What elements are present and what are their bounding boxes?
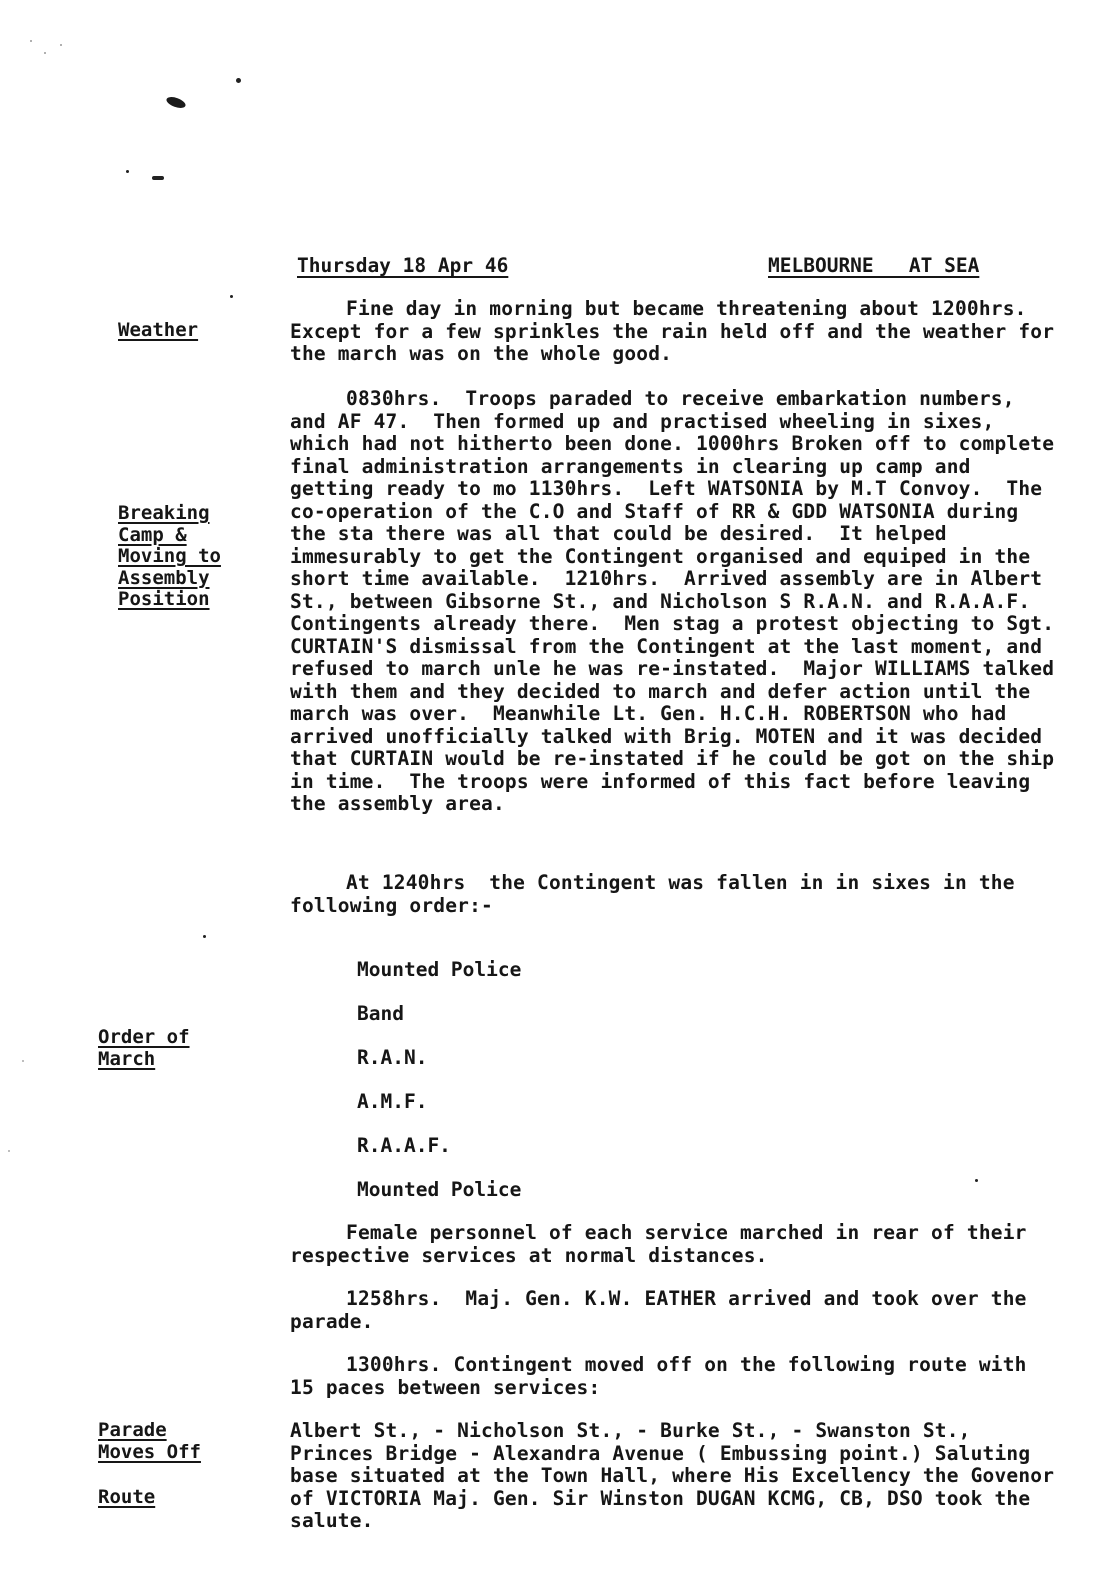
side-label-line: Position — [118, 588, 210, 610]
ink-speck — [230, 295, 233, 298]
side-label-line: Route — [98, 1486, 156, 1508]
side-label-line: Parade — [98, 1419, 167, 1441]
side-label-line: Order of — [98, 1026, 190, 1048]
side-label-route — [98, 1487, 155, 1509]
list-item: Mounted Police — [357, 958, 522, 981]
ink-speck — [30, 40, 32, 42]
fallen-in-paragraph — [290, 872, 1060, 917]
list-item: R.A.A.F. — [357, 1134, 451, 1157]
breaking-camp-paragraph — [290, 387, 1067, 816]
paragraph-text: 1300hrs. Contingent moved off on the following route with 15 paces between services: — [290, 1353, 1039, 1399]
ink-speck — [203, 935, 206, 938]
side-label-line: Assembly — [118, 566, 210, 589]
side-label-parade-moves-off — [98, 1420, 201, 1463]
list-item: R.A.N. — [357, 1046, 428, 1069]
ink-speck — [236, 78, 241, 83]
list-item: Mounted Police — [357, 1178, 522, 1201]
side-label-breaking-camp — [118, 503, 221, 611]
route-paragraph — [290, 1419, 1067, 1533]
side-label-line: Moves Off — [98, 1440, 201, 1463]
ink-speck — [975, 1179, 978, 1182]
side-label-weather-text: Weather — [118, 319, 199, 341]
side-label-order-of-march — [98, 1027, 190, 1070]
weather-paragraph — [290, 297, 1067, 366]
paragraph-text: 1258hrs. Maj. Gen. K.W. EATHER arrived and took over the parade. — [290, 1287, 1039, 1333]
list-item: Band — [357, 1002, 404, 1025]
side-label-line: Camp & — [118, 523, 187, 546]
eather-paragraph — [290, 1288, 1060, 1333]
ink-speck — [22, 1060, 24, 1062]
paragraph-text: Albert St., - Nicholson St., - Burke St., - Swanston St., Princes Bridge - Alexandra Avenue ( Embussing point.) Saluting base situated at the Town Hall, where His Excellency the Govenor of VICTORIA Maj. Gen. Sir Winston DUGAN KCMG, CB, DSO took the salute. — [290, 1419, 1067, 1532]
list-item: A.M.F. — [357, 1090, 428, 1113]
moved-off-paragraph — [290, 1354, 1060, 1399]
ink-blot — [165, 95, 187, 110]
paragraph-text: At 1240hrs the Contingent was fallen in in sixes in the following order:- — [290, 871, 1027, 917]
paragraph-text: 0830hrs. Troops paraded to receive embarkation numbers, and AF 47. Then formed up and practised wheeling in sixes, which had not hitherto been done. 1000hrs Broken off to complete final administration arrangements in clearing up camp and getting ready to mo 1130hrs. Left WATSONIA by M.T Convoy. The co-operation of the C.O and Staff of RR & GDD WATSONIA during the sta there was all that could be desired. It helped immesurably to get the Contingent organised and equiped in the short time available. 1210hrs. Arrived assembly are in Albert St., between Gibsorne St., and Nicholson S R.A.N. and R.A.A.F. Contingents already there. Men stag a protest objecting to Sgt. CURTAIN'S dismissal from the Contingent at the last moment, and refused to march unle he was re-instated. Major WILLIAMS talked with them and they decided to march and defer action until the march was over. Meanwhile Lt. Gen. H.C.H. ROBERTSON who had arrived unofficially talked with Brig. MOTEN and it was decided that CURTAIN would be re-instated if he could be got on the ship in time. The troops were informed of this fact before leaving the assembly area. — [290, 387, 1067, 815]
diary-location: MELBOURNE AT SEA — [768, 254, 980, 277]
female-personnel-paragraph — [290, 1222, 1060, 1267]
ink-speck — [60, 44, 62, 46]
diary-date: Thursday 18 Apr 46 — [297, 254, 509, 277]
order-of-march-list — [357, 958, 521, 1222]
ink-speck — [8, 1150, 10, 1152]
side-label-weather — [118, 320, 198, 342]
side-label-line: Breaking — [118, 502, 210, 524]
ink-speck — [44, 52, 46, 54]
side-label-line: Moving to — [118, 545, 221, 567]
paragraph-text: Fine day in morning but became threatening about 1200hrs. Except for a few sprinkles the rain held off and the weather for the march was on the whole good. — [290, 297, 1067, 365]
side-label-line: March — [98, 1047, 156, 1070]
ink-speck — [152, 176, 164, 180]
paragraph-text: Female personnel of each service marched in rear of their respective services at normal distances. — [290, 1221, 1039, 1267]
ink-speck — [126, 170, 129, 173]
